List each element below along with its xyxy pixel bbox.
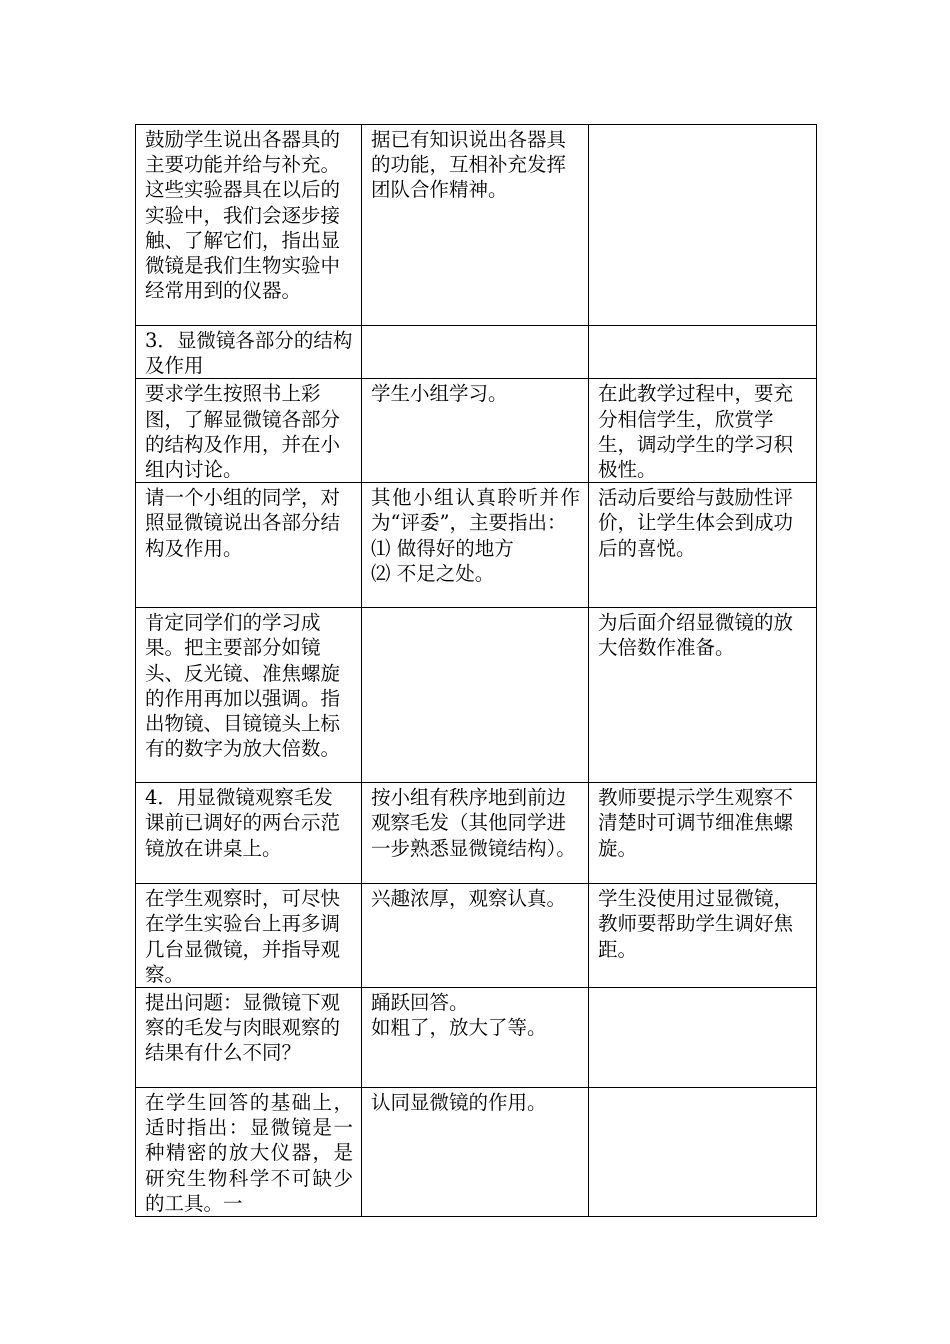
student-activity-cell: 认同显微镜的作用。 <box>362 1088 589 1217</box>
design-intent-cell <box>589 326 817 379</box>
student-activity-cell <box>362 326 589 379</box>
table-row <box>136 1088 817 1217</box>
table-row <box>136 483 817 608</box>
design-intent-cell: 学生没使用过显微镜，教师要帮助学生调好焦距。 <box>589 884 817 988</box>
design-intent-cell: 为后面介绍显微镜的放大倍数作准备。 <box>589 608 817 783</box>
table-row <box>136 379 817 483</box>
table-row <box>136 608 817 783</box>
student-activity-cell: 按小组有秩序地到前边观察毛发（其他同学进一步熟悉显微镜结构）。 <box>362 783 589 884</box>
student-activity-cell: 学生小组学习。 <box>362 379 589 483</box>
table-row <box>136 125 817 326</box>
teacher-activity-cell: 在学生观察时，可尽快在学生实验台上再多调几台显微镜，并指导观察。 <box>136 884 362 988</box>
table-row <box>136 988 817 1088</box>
table-row <box>136 326 817 379</box>
student-activity-cell <box>362 608 589 783</box>
design-intent-cell: 教师要提示学生观察不清楚时可调节细准焦螺旋。 <box>589 783 817 884</box>
teacher-activity-cell: 提出问题：显微镜下观察的毛发与肉眼观察的结果有什么不同？ <box>136 988 362 1088</box>
teacher-activity-cell: 3．显微镜各部分的结构及作用 <box>136 326 362 379</box>
student-activity-cell: 其他小组认真聆听并作为“评委”，主要指出： ⑴ 做得好的地方 ⑵ 不足之处。 <box>362 483 589 608</box>
teacher-activity-cell: 4．用显微镜观察毛发 课前已调好的两台示范镜放在讲桌上。 <box>136 783 362 884</box>
design-intent-cell: 在此教学过程中，要充分相信学生，欣赏学生，调动学生的学习积极性。 <box>589 379 817 483</box>
teacher-activity-cell: 在学生回答的基础上，适时指出：显微镜是一种精密的放大仪器，是研究生物科学不可缺少的工具。一 <box>136 1088 362 1217</box>
design-intent-cell <box>589 125 817 326</box>
student-activity-cell: 兴趣浓厚，观察认真。 <box>362 884 589 988</box>
design-intent-cell: 活动后要给与鼓励性评价，让学生体会到成功后的喜悦。 <box>589 483 817 608</box>
teacher-activity-cell: 鼓励学生说出各器具的主要功能并给与补充。这些实验器具在以后的实验中，我们会逐步接触、了解它们，指出显微镜是我们生物实验中经常用到的仪器。 <box>136 125 362 326</box>
table-row <box>136 783 817 884</box>
teacher-activity-cell: 肯定同学们的学习成果。把主要部分如镜头、反光镜、准焦螺旋的作用再加以强调。指出物镜、目镜镜头上标有的数字为放大倍数。 <box>136 608 362 783</box>
teacher-activity-cell: 请一个小组的同学，对照显微镜说出各部分结构及作用。 <box>136 483 362 608</box>
lesson-plan-table <box>135 124 817 1217</box>
table-row <box>136 884 817 988</box>
teacher-activity-cell: 要求学生按照书上彩图，了解显微镜各部分的结构及作用，并在小组内讨论。 <box>136 379 362 483</box>
student-activity-cell: 踊跃回答。 如粗了，放大了等。 <box>362 988 589 1088</box>
student-activity-cell: 据已有知识说出各器具的功能，互相补充发挥团队合作精神。 <box>362 125 589 326</box>
design-intent-cell <box>589 1088 817 1217</box>
design-intent-cell <box>589 988 817 1088</box>
